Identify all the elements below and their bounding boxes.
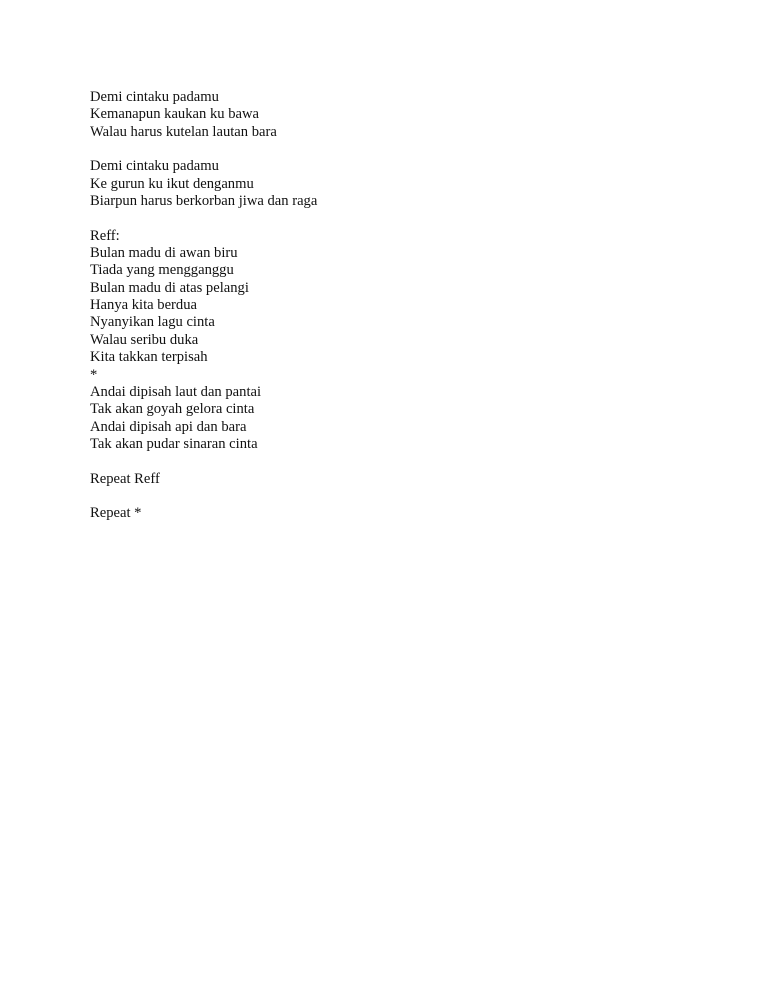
lyric-line: Kita takkan terpisah xyxy=(90,349,208,366)
repeat-reff-line: Repeat Reff xyxy=(90,470,160,487)
lyric-line: Tiada yang mengganggu xyxy=(90,262,234,279)
lyric-line: Walau seribu duka xyxy=(90,331,199,348)
repeat-asterisk-line: Repeat * xyxy=(90,505,142,522)
asterisk-marker: * xyxy=(90,366,98,383)
stanza-verse-1 xyxy=(90,89,317,141)
lyric-line: Demi cintaku padamu xyxy=(90,158,219,175)
lyric-line: Hanya kita berdua xyxy=(90,297,197,314)
lyric-line: Walau harus kutelan lautan bara xyxy=(90,123,277,140)
lyric-line: Andai dipisah laut dan pantai xyxy=(90,383,262,400)
lyric-line: Tak akan goyah gelora cinta xyxy=(90,401,255,418)
lyric-line: Biarpun harus berkorban jiwa dan raga xyxy=(90,193,318,210)
stanza-reff xyxy=(90,228,317,453)
lyric-line: Demi cintaku padamu xyxy=(90,89,219,105)
lyric-line: Bulan madu di atas pelangi xyxy=(90,279,249,296)
lyric-line: Tak akan pudar sinaran cinta xyxy=(90,435,258,452)
lyric-line: Andai dipisah api dan bara xyxy=(90,418,247,435)
stanza-verse-2 xyxy=(90,158,317,210)
stanza-repeat-asterisk xyxy=(90,505,317,522)
lyric-line: Nyanyikan lagu cinta xyxy=(90,314,215,331)
reff-label: Reff: xyxy=(90,227,120,244)
lyric-line: Ke gurun ku ikut denganmu xyxy=(90,175,254,192)
lyric-line: Bulan madu di awan biru xyxy=(90,245,238,262)
stanza-repeat-reff xyxy=(90,471,317,488)
lyrics-body xyxy=(90,89,317,540)
lyric-line: Kemanapun kaukan ku bawa xyxy=(90,106,259,123)
